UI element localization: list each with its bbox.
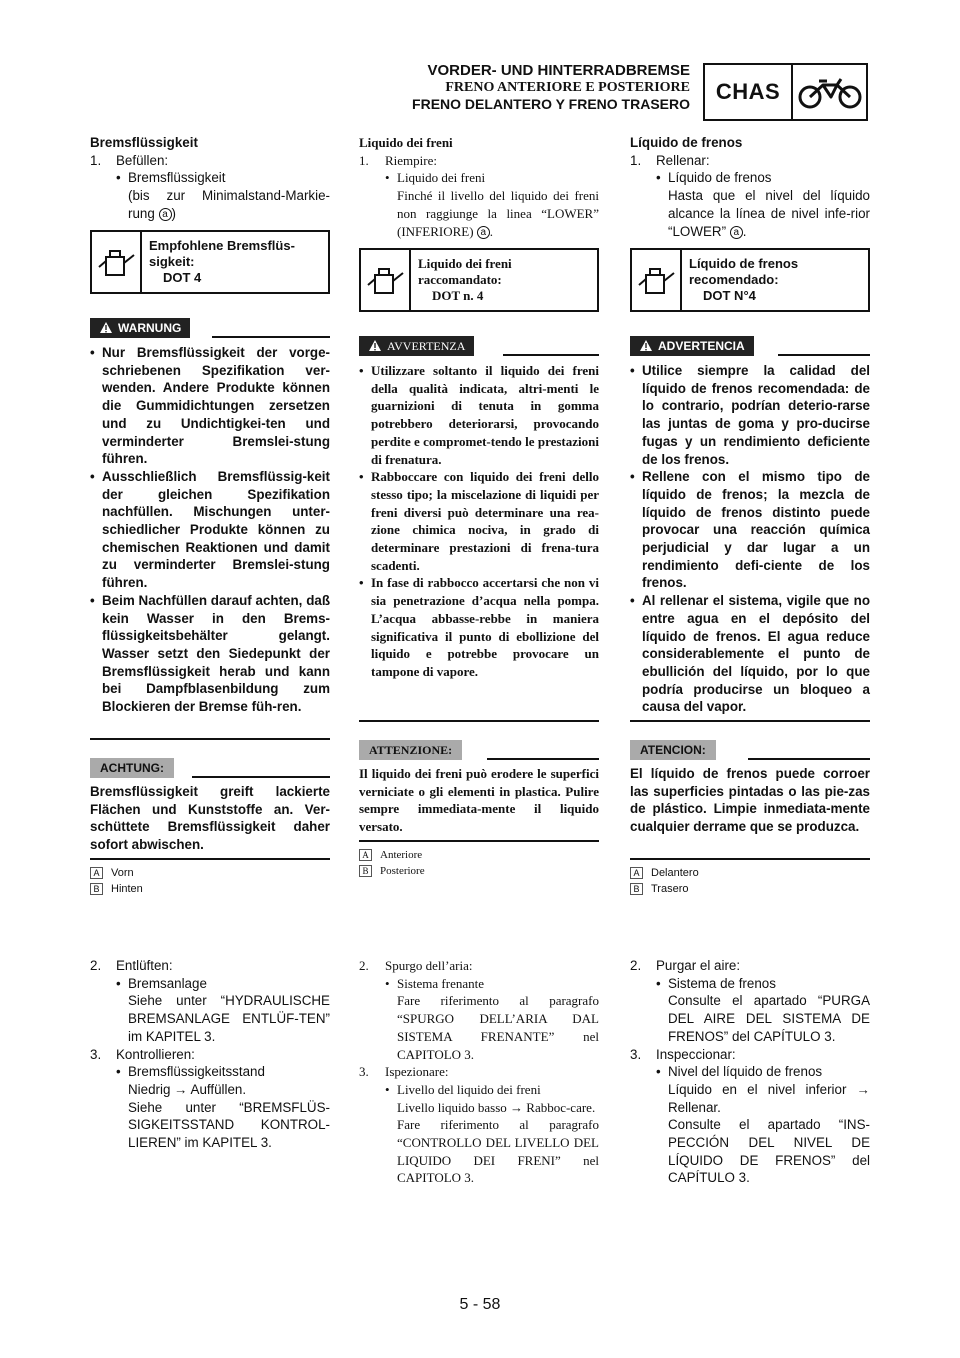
callout-a: a [730,226,743,239]
list-item: • Utilice siempre la calidad del líquido de frenos recomendada: de lo contrario, podrían deterio-rarse las juntas de goma y pro-ducirse fugas y un rendimiento deficiente de los frenos. [630,363,870,467]
step-item: Livello del liquido dei freni [397,1081,541,1097]
es-step-item: Líquido de frenos [668,170,772,186]
step-number: 3. [630,1046,642,1062]
page-number: 5 - 58 [459,1296,501,1313]
it-warning-text: In fase di rabbocco accertarsi che non vi sia penetrazione d’acqua nella pompa. L’acqua abbasse-rebbe in maniera significativa il punto di ebollizione del liquido e potrebbe provocare un tampone di vapore. [371,575,599,679]
divider [212,336,330,338]
it-caution-badge: ATTENZIONE: [359,740,462,760]
divider [630,720,870,722]
it-fill-section: Liquido dei freni 1. Riempire: • Liquido dei freni Finché il livello del liquido dei freni non raggiunge la linea “LOWER” (INFERIORE) a . [359,135,599,239]
divider [192,776,330,778]
de-caution-text: Bremsflüssigkeit greift lackierte Flächen und Kunststoffe an. Ver-schüttete Bremsflüssigkeit daher sofort abwischen. [90,784,330,853]
es-step-label: Rellenar: [656,152,710,168]
it-step-number: 1. [359,152,369,168]
de-step-item: Bremsflüssigkeit [128,170,226,186]
de-warning-text: Beim Nachfüllen darauf achten, daß kein Wasser in den Brems-flüssigkeitsbehälter gelangt. Wasser setzt den Siedepunkt der Bremsflüssigkeit herab und kann bei Dampfblasenbildung zum Blockieren der Bremse füh-ren. [102,592,330,715]
es-spec-value: DOT N°4 [703,288,756,303]
step-number: 2. [359,958,369,973]
es-warning-label: ADVERTENCIA [658,339,745,353]
callout-a: a [477,226,490,239]
step-detail: Siehe unter “BREMSFLÜS-SIGKEITSSTAND KONTROL-LIEREN” im KAPITEL 3. [128,1099,330,1151]
de-spec-box [90,230,330,294]
step-item: Bremsanlage [128,975,207,991]
de-step-number: 1. [90,152,102,168]
step-label: Entlüften: [116,958,173,973]
step-detail: Fare riferimento al paragrafo “CONTROLLO DEL LIVELLO DEL LIQUIDO DEI FRENI” nel CAPITOLO 3. [397,1117,599,1186]
divider [487,758,599,760]
it-step-close: . [489,223,494,239]
list-item: • In fase di rabbocco accertarsi che non vi sia penetrazione d’acqua nella pompa. L’acqua abbasse-rebbe in maniera significativa il punto di ebollizione del liquido e potrebbe provocare un tampone di vapore. [359,575,599,679]
divider [748,758,870,760]
oil-can-icon [361,250,411,310]
de-title: Bremsflüssigkeit [90,135,198,150]
legend-symbol: B [90,883,103,895]
de-steps-2-3: 2. Entlüften: • Bremsanlage Siehe unter “HYDRAULISCHE BREMSANLAGE ENTLÜF-TEN” im KAPITEL 3. 3. Kontrollieren: • Bremsflüssigkeitsstand Niedrig → Auffüllen. Siehe unter “BREMSFLÜS-SIGKEITSSTAND KONTROL-LIEREN” im KAPITEL 3. [90,958,330,1151]
it-spec-line2: raccomandato: [418,272,502,287]
legend-symbol: A [359,849,372,861]
step-detail: Siehe unter “HYDRAULISCHE BREMSANLAGE ENTLÜF-TEN” im KAPITEL 3. [128,993,330,1044]
divider [630,858,870,860]
de-spec-line1: Empfohlene Bremsflüs- [149,238,295,253]
de-caution-badge: ACHTUNG: [90,758,174,778]
it-warning-badge [359,336,474,356]
it-title: Liquido dei freni [359,135,453,150]
it-spec-box [359,248,599,312]
divider [503,354,599,356]
es-steps-2-3: 2. Purgar el aire: • Sistema de frenos Consulte el apartado “PURGA DEL AIRE DEL SISTEMA DE FRENOS” del CAPÍTULO 3. 3. Inspeccionar: • Nivel del líquido de frenos Líquido en el nivel inferior → Rellenar. Consulte el apartado “INS-PECCIÓN DEL NIVEL DE LÍQUIDO DE FRENOS” del CAPÍTULO 3. [630,958,870,1186]
header-title-de: VORDER- UND HINTERRADBREMSE [427,62,690,79]
oil-can-icon [632,250,682,310]
es-step-number: 1. [630,152,642,168]
list-item: • Ausschließlich Bremsflüssig-keit der gleichen Spezifikation nachfüllen. Mischungen unter-schiedlicher Produkte können zu chemischen Reaktionen und damit zu verminderter Bremslei-stung führen. [90,468,330,591]
legend-text: Posteriore [380,865,425,877]
de-warning-text: Nur Bremsflüssigkeit der vorge-schriebenen Spezifikation ver-wenden. Andere Produkte können die Gummidichtungen zersetzen und zu Undichtigkei-ten und verminderter Bremslei-stung führen. [102,345,330,467]
list-item: • Rabboccare con liquido dei freni dello stesso tipo; la miscelazione di liquidi per freni diversi può determinare una rea-zione chimica nociva, in grado di determinare prestazioni di frena-tura scadenti. [359,469,599,573]
step-detail: Fare riferimento al paragrafo “SPURGO DELL’ARIA DAL SISTEMA FRENANTE” nel CAPITOLO 3. [397,993,599,1062]
header-title-es: FRENO DELANTERO Y FRENO TRASERO [412,96,690,112]
step-number: 3. [90,1046,102,1062]
es-caution-badge: ATENCION: [630,740,716,760]
legend-text: Hinten [111,883,143,895]
it-step-label: Riempire: [385,152,437,168]
de-step-detail: (bis zur Minimalstand-Markie-rung [128,188,330,221]
divider [90,858,330,860]
list-item: • Al rellenar el sistema, vigile que no entre agua en el depósito del líquido de frenos. El agua reduce considerablemente el punto de ebullición del líquido, por lo que podría producirse un bloqueo a causa del vapor. [630,593,870,715]
legend-text: Delantero [651,867,699,879]
step-result: Líquido en el nivel inferior → Rellenar. [668,1081,870,1115]
de-warning-badge [90,318,190,338]
es-spec-box [630,248,870,312]
chas-label: CHAS [705,65,793,119]
divider [359,840,599,842]
step-number: 2. [90,958,102,973]
step-number: 3. [359,1064,369,1080]
es-step-close: . [742,223,747,239]
list-item: • Rellene con el mismo tipo de líquido de frenos; la mezcla de líquido de frenos distinto puede provocar una reacción química perjudicial y dar lugar a un rendimiento defi-ciente de los frenos. [630,469,870,591]
step-label: Kontrollieren: [116,1046,195,1062]
step-item: Bremsflüssigkeitsstand [128,1064,265,1080]
warning-triangle-icon [99,321,113,334]
de-legend [90,865,330,897]
step-label: Ispezionare: [385,1064,449,1080]
es-warning-badge [630,336,754,356]
es-title: Líquido de frenos [630,135,743,150]
es-step-detail: Hasta que el nivel del líquido alcance la línea de nivel infe-rior “LOWER” [668,188,870,239]
it-warning-text: Rabboccare con liquido dei freni dello stesso tipo; la miscelazione di liquidi per freni diversi può determinare una rea-zione chimica nociva, in grado di determinare prestazioni di frena-tura scadenti. [371,469,599,573]
legend-text: Vorn [111,867,134,879]
step-item: Sistema frenante [397,975,484,991]
it-step-item: Liquido dei freni [397,170,486,186]
it-caution-text: Il liquido dei freni può erodere le superfici verniciate o gli elementi in plastica. Pulire sempre immediata-mente il liquido versato. [359,766,599,835]
it-spec-value: DOT n. 4 [432,288,484,303]
it-warning-list [359,362,599,681]
callout-a: a [159,208,172,221]
list-item: • Beim Nachfüllen darauf achten, daß kein Wasser in den Brems-flüssigkeitsbehälter gelangt. Wasser setzt den Siedepunkt der Bremsflüssigkeit herab und kann bei Dampfblasenbildung zum Blockieren der Bremse füh-ren. [90,592,330,715]
oil-can-icon [92,232,142,292]
list-item: • Nur Bremsflüssigkeit der vorge-schriebenen Spezifikation ver-wenden. Andere Produkte können die Gummidichtungen zersetzen und zu Undichtigkei-ten und verminderter Bremslei-stung führen. [90,345,330,467]
es-spec-line2: recomendado: [689,272,779,287]
legend-symbol: A [630,867,643,879]
es-warning-text: Rellene con el mismo tipo de líquido de frenos; la mezcla de líquido de frenos distinto puede provocar una reacción química perjudicial y dar lugar a un rendimiento defi-ciente de los frenos. [642,469,870,591]
legend-symbol: B [359,865,372,877]
es-spec-line1: Líquido de frenos [689,256,799,271]
it-spec-line1: Liquido dei freni [418,256,512,271]
step-item: Nivel del líquido de frenos [668,1064,823,1080]
legend-text: Anteriore [380,849,423,861]
step-label: Inspeccionar: [656,1046,736,1062]
list-item: • Utilizzare soltanto il liquido dei freni della qualità indicata, altri-menti le guarnizioni di tenuta in gomma potrebbero deteriorarsi, provocando perdite e compromet-tendo le prestazioni di frenatura. [359,363,599,467]
motorcycle-icon [793,65,866,119]
de-spec-line2: sigkeit: [149,254,195,269]
it-warning-text: Utilizzare soltanto il liquido dei freni della qualità indicata, altri-menti le guarnizioni di tenuta in gomma potrebbero deteriorarsi, provocando perdite e compromet-tendo le prestazioni di frenatura. [371,363,599,467]
it-step-detail: Finché il livello del liquido dei freni non raggiunge la linea “LOWER” (INFERIORE) [397,188,599,239]
step-result: Niedrig → Auffüllen. [128,1081,247,1097]
step-result: Livello liquido basso → Rabboc-care. [397,1099,596,1115]
legend-symbol: A [90,867,103,879]
es-caution-text: El líquido de frenos puede corroer las superficies pintadas o las pie-zas de plástico. Limpie inmediata-mente cualquier derrame que se produzca. [630,766,870,835]
warning-triangle-icon [368,339,382,352]
step-label: Spurgo dell’aria: [385,958,473,973]
es-warning-text: Utilice siempre la calidad del líquido de frenos recomendada: de lo contrario, podrían deterio-rarse las juntas de goma y pro-ducirse fugas y un rendimiento deficiente de los frenos. [642,363,870,467]
it-legend [359,847,599,879]
es-fill-section: Líquido de frenos 1. Rellenar: • Líquido de frenos Hasta que el nivel del líquido alcance la línea de nivel infe-rior “LOWER” a . [630,135,870,239]
step-label: Purgar el aire: [656,958,741,973]
de-spec-value: DOT 4 [163,270,202,285]
de-step-close: ) [171,205,177,221]
header-title-it: FRENO ANTERIORE E POSTERIORE [445,80,690,95]
es-legend [630,865,870,897]
legend-text: Trasero [651,883,689,895]
divider [90,738,330,740]
step-detail: Consulte el apartado “PURGA DEL AIRE DEL SISTEMA DE FRENOS” del CAPÍTULO 3. [668,993,870,1044]
de-warning-list [90,344,330,716]
section-tab [703,63,868,121]
de-warning-label: WARNUNG [118,321,182,335]
warning-triangle-icon [639,339,653,352]
de-fill-section: Bremsflüssigkeit 1. Befüllen: • Bremsflüssigkeit (bis zur Minimalstand-Markie-rung a ) [90,135,330,221]
step-number: 2. [630,958,642,973]
divider [359,720,599,722]
de-step-label: Befüllen: [116,152,169,168]
es-warning-text: Al rellenar el sistema, vigile que no entre agua en el depósito del líquido de frenos. El agua reduce considerablemente el punto de ebullición del líquido, por lo que podría producirse un bloqueo a causa del vapor. [642,593,870,715]
es-warning-list [630,362,870,716]
step-item: Sistema de frenos [668,975,776,991]
step-detail: Consulte el apartado “INS-PECCIÓN DEL NIVEL DE LÍQUIDO DE FRENOS” del CAPÍTULO 3. [668,1117,870,1186]
divider [778,354,870,356]
it-steps-2-3: 2. Spurgo dell’aria: • Sistema frenante Fare riferimento al paragrafo “SPURGO DELL’ARIA DAL SISTEMA FRENANTE” nel CAPITOLO 3. 3. Ispezionare: • Livello del liquido dei freni Livello liquido basso → Rabboc-care. Fare riferimento al paragrafo “CONTROLLO DEL LIVELLO DEL LIQUIDO DEI FRENI” nel CAPITOLO 3. [359,958,599,1186]
it-warning-label: AVVERTENZA [387,339,466,353]
legend-symbol: B [630,883,643,895]
de-warning-text: Ausschließlich Bremsflüssig-keit der gleichen Spezifikation nachfüllen. Mischungen unter-schiedlicher Produkte können zu chemischen Reaktionen und damit zu verminderter Bremslei-stung führen. [102,468,330,591]
